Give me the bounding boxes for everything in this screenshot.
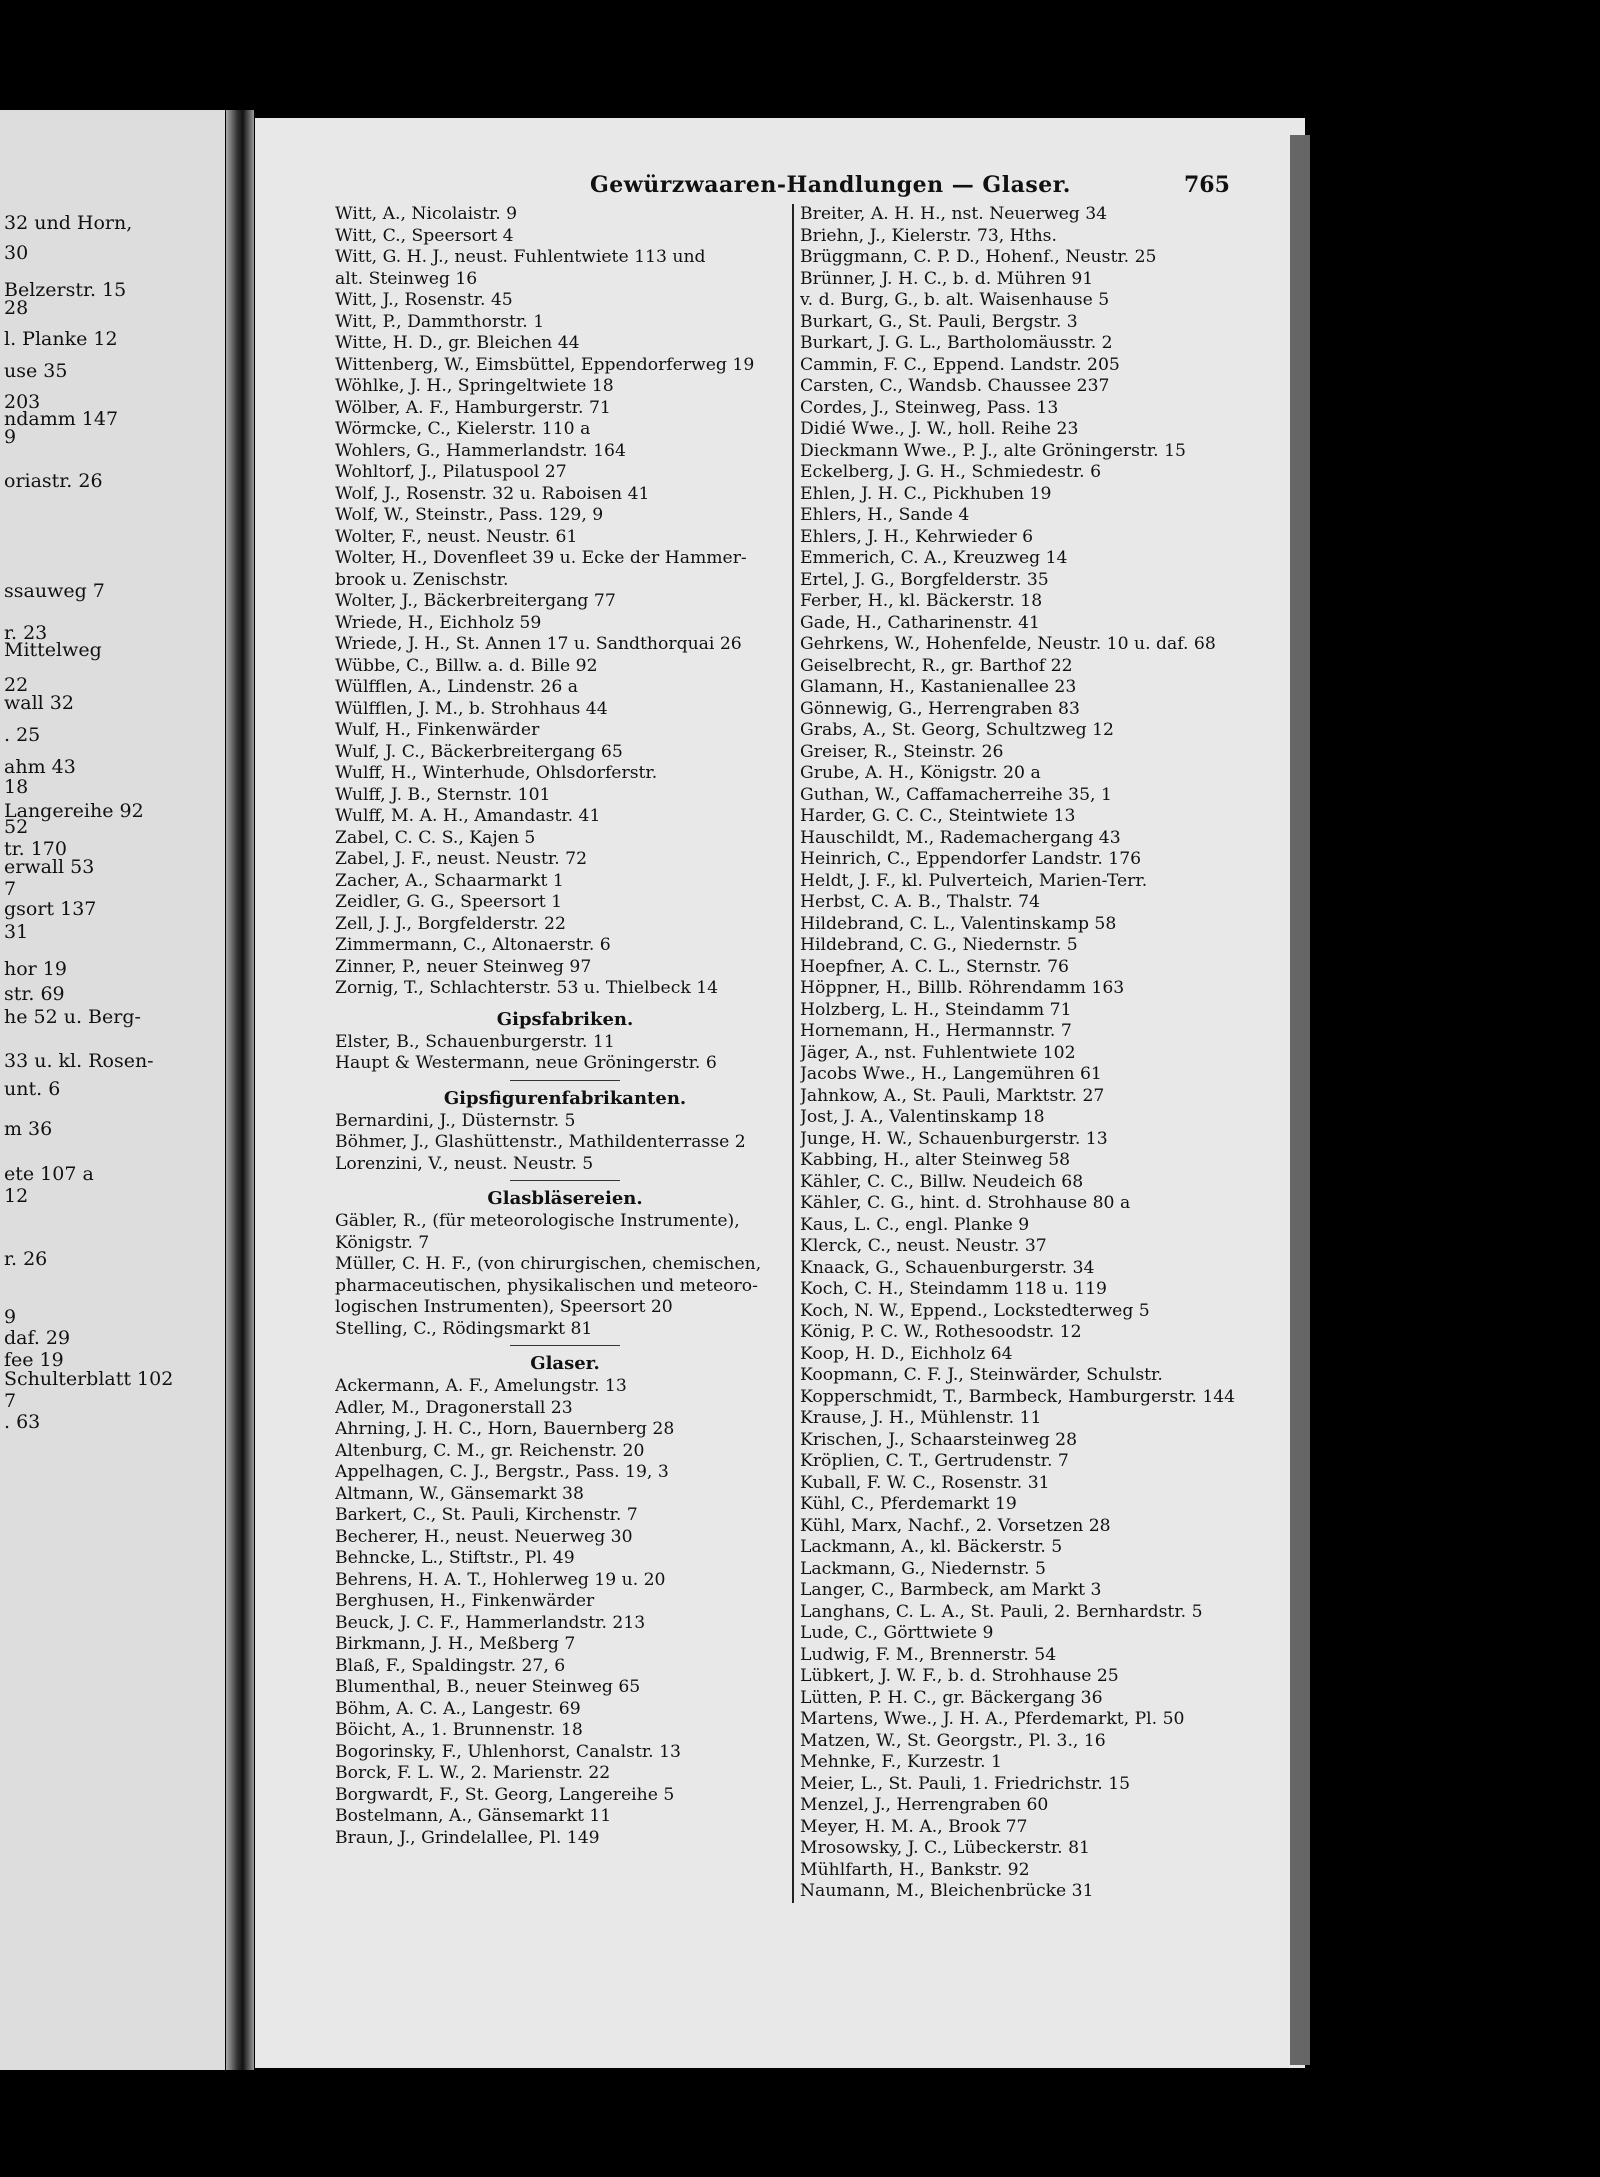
- left-page-fragment: erwall 53: [4, 856, 95, 878]
- directory-entry: Wörmcke, C., Kielerstr. 110 a: [335, 419, 591, 439]
- left-page-fragment: oriastr. 26: [4, 470, 103, 492]
- left-page-fragment: 9: [4, 1306, 17, 1328]
- directory-entry: Lackmann, A., kl. Bäckerstr. 5: [800, 1537, 1063, 1557]
- left-page-fragment: 9: [4, 426, 17, 448]
- left-page-fragment: r. 26: [4, 1248, 48, 1270]
- column-left: [335, 204, 795, 1849]
- directory-entry: Junge, H. W., Schauenburgerstr. 13: [800, 1128, 1108, 1149]
- directory-entry: Wohlers, G., Hammerlandstr. 164: [335, 440, 626, 461]
- directory-entry: Lorenzini, V., neust. Neustr. 5: [335, 1153, 594, 1174]
- left-page-fragment: 30: [4, 242, 29, 264]
- directory-entry: Briehn, J., Kielerstr. 73, Hths.: [800, 225, 1057, 246]
- directory-entry: Wulff, M. A. H., Amandastr. 41: [335, 806, 601, 826]
- directory-entry: Stelling, C., Rödingsmarkt 81: [335, 1318, 593, 1339]
- directory-entry: Krischen, J., Schaarsteinweg 28: [800, 1429, 1078, 1450]
- left-page-fragment: Mittelweg: [4, 639, 102, 661]
- directory-entry: Böhm, A. C. A., Langestr. 69: [335, 1698, 581, 1719]
- directory-entry: Hildebrand, C. L., Valentinskamp 58: [800, 913, 1117, 934]
- directory-entry: Wolf, J., Rosenstr. 32 u. Raboisen 41: [335, 483, 650, 504]
- directory-entry: Hoepfner, A. C. L., Sternstr. 76: [800, 956, 1069, 977]
- directory-entry: Altmann, W., Gänsemarkt 38: [335, 1483, 584, 1504]
- directory-entry: Mrosowsky, J. C., Lübeckerstr. 81: [800, 1838, 1090, 1858]
- left-page-fragment: use 35: [4, 360, 68, 382]
- directory-entry: Gehrkens, W., Hohenfelde, Neustr. 10 u. daf. 68: [800, 634, 1216, 654]
- directory-entry: Knaack, G., Schauenburgerstr. 34: [800, 1257, 1095, 1278]
- book-gutter: [226, 110, 254, 2070]
- directory-entry: Glamann, H., Kastanienallee 23: [800, 677, 1077, 697]
- section-rule: [335, 1340, 795, 1352]
- directory-entry: Hauschildt, M., Rademachergang 43: [800, 827, 1121, 848]
- directory-entry: Blumenthal, B., neuer Steinweg 65: [335, 1677, 641, 1697]
- left-page-fragment: he 52 u. Berg-: [4, 1006, 141, 1028]
- directory-entry: Hildebrand, C. G., Niedernstr. 5: [800, 935, 1078, 955]
- directory-entry: Lütten, P. H. C., gr. Bäckergang 36: [800, 1687, 1103, 1708]
- directory-entry: Naumann, M., Bleichenbrücke 31: [800, 1881, 1094, 1901]
- directory-entry: Lübkert, J. W. F., b. d. Strohhause 25: [800, 1666, 1119, 1686]
- left-page-fragment: 31: [4, 921, 29, 943]
- directory-entry: Wolter, H., Dovenfleet 39 u. Ecke der Hammer-: [335, 548, 747, 568]
- directory-entry: brook u. Zenischstr.: [335, 569, 509, 590]
- directory-entry: Ackermann, A. F., Amelungstr. 13: [335, 1376, 627, 1396]
- directory-entry: Zell, J. J., Borgfelderstr. 22: [335, 913, 566, 934]
- directory-entry: Wolf, W., Steinstr., Pass. 129, 9: [335, 505, 604, 525]
- directory-entry: Herbst, C. A. B., Thalstr. 74: [800, 892, 1040, 912]
- directory-entry: Wöhlke, J. H., Springeltwiete 18: [335, 376, 614, 396]
- directory-entry: Berghusen, H., Finkenwärder: [335, 1591, 595, 1611]
- directory-entry: Koch, N. W., Eppend., Lockstedterweg 5: [800, 1300, 1150, 1321]
- left-page-fragment: 7: [4, 1390, 17, 1412]
- directory-entry: Ehlers, J. H., Kehrwieder 6: [800, 526, 1034, 547]
- left-page-fragment: gsort 137: [4, 898, 97, 920]
- directory-entry: Wülfflen, A., Lindenstr. 26 a: [335, 677, 578, 697]
- directory-entry: Jahnkow, A., St. Pauli, Marktstr. 27: [800, 1085, 1105, 1106]
- directory-entry: Zabel, C. C. S., Kajen 5: [335, 827, 536, 848]
- directory-entry: logischen Instrumenten), Speersort 20: [335, 1297, 673, 1317]
- directory-entry: Harder, G. C. C., Steintwiete 13: [800, 806, 1076, 826]
- directory-entry: Witt, G. H. J., neust. Fuhlentwiete 113 und: [335, 247, 706, 267]
- left-page-fragment: Belzerstr. 15: [4, 279, 127, 301]
- left-page-fragment: 203: [4, 391, 41, 413]
- directory-entry: Adler, M., Dragonerstall 23: [335, 1397, 573, 1418]
- directory-entry: Matzen, W., St. Georgstr., Pl. 3., 16: [800, 1730, 1106, 1751]
- directory-entry: Wolter, F., neust. Neustr. 61: [335, 526, 578, 547]
- directory-entry: Koop, H. D., Eichholz 64: [800, 1343, 1013, 1364]
- directory-entry: Jacobs Wwe., H., Langemühren 61: [800, 1064, 1102, 1084]
- directory-entry: Borck, F. L. W., 2. Marienstr. 22: [335, 1763, 611, 1783]
- directory-entry: Altenburg, C. M., gr. Reichenstr. 20: [335, 1440, 645, 1461]
- directory-entry: König, P. C. W., Rothesoodstr. 12: [800, 1322, 1082, 1342]
- directory-entry: Heinrich, C., Eppendorfer Landstr. 176: [800, 849, 1142, 869]
- directory-entry: Brüggmann, C. P. D., Hohenf., Neustr. 25: [800, 247, 1157, 267]
- directory-entry: Koopmann, C. F. J., Steinwärder, Schulstr.: [800, 1365, 1163, 1385]
- directory-entry: Kröplien, C. T., Gertrudenstr. 7: [800, 1451, 1069, 1471]
- directory-entry: Cordes, J., Steinweg, Pass. 13: [800, 397, 1059, 418]
- directory-entry: Klerck, C., neust. Neustr. 37: [800, 1236, 1047, 1256]
- directory-entry: Geiselbrecht, R., gr. Barthof 22: [800, 655, 1073, 676]
- running-title: Gewürzwaaren-Handlungen — Glaser.: [590, 172, 1071, 198]
- left-page-fragment: . 25: [4, 724, 41, 746]
- directory-entry: Mehnke, F., Kurzestr. 1: [800, 1752, 1002, 1772]
- directory-entry: Emmerich, C. A., Kreuzweg 14: [800, 548, 1068, 568]
- directory-entry: Meyer, H. M. A., Brook 77: [800, 1816, 1028, 1837]
- directory-entry: Didié Wwe., J. W., holl. Reihe 23: [800, 419, 1079, 439]
- directory-entry: Kähler, C. C., Billw. Neudeich 68: [800, 1171, 1084, 1192]
- directory-entry: Mühlfarth, H., Bankstr. 92: [800, 1859, 1030, 1880]
- left-page-fragment: 32 und Horn,: [4, 212, 133, 234]
- section-heading: Glasbläsereien.: [487, 1188, 643, 1209]
- directory-entry: Gönnewig, G., Herrengraben 83: [800, 698, 1080, 719]
- directory-entry: Zeidler, G. G., Speersort 1: [335, 892, 563, 912]
- left-page-fragment: tr. 170: [4, 838, 67, 860]
- directory-entry: Hornemann, H., Hermannstr. 7: [800, 1021, 1072, 1041]
- page-edge-shadow: [1290, 135, 1310, 2065]
- directory-entry: Burkart, J. G. L., Bartholomäusstr. 2: [800, 333, 1113, 353]
- directory-entry: Ehlen, J. H. C., Pickhuben 19: [800, 483, 1052, 504]
- directory-entry: Höppner, H., Billb. Röhrendamm 163: [800, 978, 1125, 998]
- directory-entry: alt. Steinweg 16: [335, 268, 478, 289]
- directory-entry: Dieckmann Wwe., P. J., alte Gröningerstr. 15: [800, 440, 1186, 461]
- directory-entry: Langer, C., Barmbeck, am Markt 3: [800, 1580, 1102, 1600]
- directory-entry: Bernardini, J., Düsternstr. 5: [335, 1110, 576, 1131]
- directory-entry: Breiter, A. H. H., nst. Neuerweg 34: [800, 204, 1108, 224]
- directory-entry: Kabbing, H., alter Steinweg 58: [800, 1150, 1071, 1170]
- directory-entry: Wriede, H., Eichholz 59: [335, 612, 542, 633]
- section-rule: [335, 1075, 795, 1087]
- directory-entry: Menzel, J., Herrengraben 60: [800, 1795, 1049, 1815]
- directory-entry: Behncke, L., Stiftstr., Pl. 49: [335, 1548, 575, 1568]
- directory-entry: Zornig, T., Schlachterstr. 53 u. Thielbeck 14: [335, 978, 719, 998]
- directory-entry: Kopperschmidt, T., Barmbeck, Hamburgerstr. 144: [800, 1386, 1236, 1407]
- directory-entry: Kühl, Marx, Nachf., 2. Vorsetzen 28: [800, 1515, 1111, 1536]
- left-page-fragment: 33 u. kl. Rosen-: [4, 1050, 154, 1072]
- directory-entry: Wölber, A. F., Hamburgerstr. 71: [335, 397, 611, 418]
- left-page-fragment: ssauweg 7: [4, 580, 105, 602]
- left-page-fragment: 12: [4, 1185, 29, 1207]
- directory-entry: v. d. Burg, G., b. alt. Waisenhause 5: [800, 290, 1110, 310]
- left-page-fragment: r. 23: [4, 622, 48, 644]
- left-page-fragment: str. 69: [4, 983, 65, 1005]
- directory-entry: Meier, L., St. Pauli, 1. Friedrichstr. 15: [800, 1773, 1131, 1794]
- directory-entry: Wulf, H., Finkenwärder: [335, 720, 540, 740]
- directory-entry: Lackmann, G., Niedernstr. 5: [800, 1558, 1046, 1579]
- directory-entry: Braun, J., Grindelallee, Pl. 149: [335, 1827, 600, 1848]
- left-page-fragment: 52: [4, 816, 29, 838]
- directory-entry: Witt, P., Dammthorstr. 1: [335, 311, 545, 332]
- directory-entry: Grube, A. H., Königstr. 20 a: [800, 763, 1041, 783]
- directory-entry: Cammin, F. C., Eppend. Landstr. 205: [800, 354, 1120, 375]
- directory-entry: Langhans, C. L. A., St. Pauli, 2. Bernhardstr. 5: [800, 1601, 1203, 1622]
- directory-entry: Heldt, J. F., kl. Pulverteich, Marien-Terr.: [800, 870, 1148, 891]
- left-page-fragment: wall 32: [4, 692, 74, 714]
- directory-entry: Ahrning, J. H. C., Horn, Bauernberg 28: [335, 1419, 675, 1439]
- directory-entry: Witt, C., Speersort 4: [335, 225, 514, 246]
- directory-entry: Wübbe, C., Billw. a. d. Bille 92: [335, 655, 598, 676]
- directory-entry: Zinner, P., neuer Steinweg 97: [335, 956, 592, 977]
- directory-entry: Eckelberg, J. G. H., Schmiedestr. 6: [800, 462, 1102, 482]
- directory-entry: Elster, B., Schauenburgerstr. 11: [335, 1031, 615, 1052]
- left-page-fragment: 22: [4, 674, 29, 696]
- directory-entry: Ferber, H., kl. Bäckerstr. 18: [800, 591, 1043, 611]
- left-page-fragment: . 63: [4, 1411, 41, 1433]
- left-page-fragment: unt. 6: [4, 1078, 61, 1100]
- left-page-fragment: Langereihe 92: [4, 800, 144, 822]
- directory-entry: Wolter, J., Bäckerbreitergang 77: [335, 591, 616, 611]
- left-page-fragment: 18: [4, 776, 29, 798]
- directory-entry: Krause, J. H., Mühlenstr. 11: [800, 1408, 1042, 1428]
- directory-entry: Barkert, C., St. Pauli, Kirchenstr. 7: [335, 1505, 638, 1525]
- left-page-fragment: daf. 29: [4, 1327, 71, 1349]
- directory-entry: Müller, C. H. F., (von chirurgischen, chemischen,: [335, 1254, 762, 1274]
- section-rule: [335, 1175, 795, 1187]
- column-right: [792, 204, 1270, 1903]
- directory-entry: Carsten, C., Wandsb. Chaussee 237: [800, 376, 1110, 396]
- directory-entry: Zabel, J. F., neust. Neustr. 72: [335, 849, 588, 869]
- directory-entry: Blaß, F., Spaldingstr. 27, 6: [335, 1655, 566, 1676]
- directory-entry: Haupt & Westermann, neue Gröningerstr. 6: [335, 1053, 717, 1073]
- left-page-fragment: ndamm 147: [4, 408, 119, 430]
- directory-entry: Greiser, R., Steinstr. 26: [800, 741, 1004, 762]
- directory-entry: pharmaceutischen, physikalischen und meteoro-: [335, 1275, 758, 1296]
- directory-entry: Kaus, L. C., engl. Planke 9: [800, 1214, 1030, 1235]
- left-page-fragment: ahm 43: [4, 756, 76, 778]
- left-page-fragment: fee 19: [4, 1349, 64, 1371]
- directory-entry: Böicht, A., 1. Brunnenstr. 18: [335, 1720, 583, 1740]
- directory-entry: Witte, H. D., gr. Bleichen 44: [335, 333, 580, 353]
- directory-entry: Witt, A., Nicolaistr. 9: [335, 204, 518, 224]
- directory-entry: Kähler, C. G., hint. d. Strohhause 80 a: [800, 1193, 1131, 1213]
- directory-entry: Wulff, J. B., Sternstr. 101: [335, 784, 551, 805]
- directory-entry: Guthan, W., Caffamacherreihe 35, 1: [800, 784, 1112, 805]
- directory-entry: Behrens, H. A. T., Hohlerweg 19 u. 20: [335, 1569, 666, 1590]
- left-page-fragment: hor 19: [4, 958, 67, 980]
- directory-entry: Holzberg, L. H., Steindamm 71: [800, 999, 1072, 1020]
- directory-entry: Zimmermann, C., Altonaerstr. 6: [335, 935, 611, 955]
- left-page-fragment: Schulterblatt 102: [4, 1368, 174, 1390]
- directory-entry: Birkmann, J. H., Meßberg 7: [335, 1634, 576, 1654]
- directory-entry: Kuball, F. W. C., Rosenstr. 31: [800, 1472, 1050, 1493]
- directory-entry: Wulff, H., Winterhude, Ohlsdorferstr.: [335, 763, 658, 783]
- directory-entry: Wülfflen, J. M., b. Strohhaus 44: [335, 698, 608, 719]
- section-heading: Gipsfigurenfabrikanten.: [443, 1087, 687, 1109]
- left-page-fragment: ete 107 a: [4, 1163, 94, 1185]
- directory-entry: Becherer, H., neust. Neuerweg 30: [335, 1526, 633, 1547]
- left-page-fragment: m 36: [4, 1118, 53, 1140]
- directory-entry: Wohltorf, J., Pilatuspool 27: [335, 462, 567, 482]
- left-page-fragment: 7: [4, 878, 17, 900]
- directory-entry: Bostelmann, A., Gänsemarkt 11: [335, 1806, 612, 1826]
- right-page: [255, 118, 1305, 2068]
- directory-entry: Grabs, A., St. Georg, Schultzweg 12: [800, 720, 1114, 740]
- directory-entry: Brünner, J. H. C., b. d. Mühren 91: [800, 268, 1094, 289]
- directory-entry: Appelhagen, C. J., Bergstr., Pass. 19, 3: [335, 1462, 669, 1482]
- directory-entry: Jost, J. A., Valentinskamp 18: [800, 1107, 1045, 1127]
- directory-entry: Gade, H., Catharinenstr. 41: [800, 612, 1040, 633]
- directory-entry: Burkart, G., St. Pauli, Bergstr. 3: [800, 311, 1078, 332]
- directory-entry: Zacher, A., Schaarmarkt 1: [335, 870, 564, 891]
- page-number: 765: [1184, 172, 1230, 198]
- directory-entry: Beuck, J. C. F., Hammerlandstr. 213: [335, 1612, 646, 1633]
- directory-entry: Lude, C., Görttwiete 9: [800, 1623, 994, 1643]
- directory-entry: Borgwardt, F., St. Georg, Langereihe 5: [335, 1784, 675, 1805]
- section-heading: Glaser.: [530, 1353, 600, 1374]
- directory-entry: Jäger, A., nst. Fuhlentwiete 102: [800, 1042, 1076, 1063]
- section-gap: [335, 1000, 795, 1008]
- directory-entry: Bogorinsky, F., Uhlenhorst, Canalstr. 13: [335, 1741, 681, 1762]
- left-page: [0, 110, 225, 2070]
- directory-entry: Koch, C. H., Steindamm 118 u. 119: [800, 1279, 1107, 1299]
- directory-entry: Ertel, J. G., Borgfelderstr. 35: [800, 569, 1049, 590]
- directory-entry: Ehlers, H., Sande 4: [800, 505, 970, 525]
- directory-entry: Gäbler, R., (für meteorologische Instrumente),: [335, 1211, 740, 1231]
- directory-entry: Kühl, C., Pferdemarkt 19: [800, 1494, 1017, 1514]
- directory-entry: Böhmer, J., Glashüttenstr., Mathildenterrasse 2: [335, 1132, 746, 1152]
- directory-entry: Witt, J., Rosenstr. 45: [335, 290, 513, 310]
- directory-entry: Wriede, J. H., St. Annen 17 u. Sandthorquai 26: [335, 634, 742, 654]
- directory-entry: Wulf, J. C., Bäckerbreitergang 65: [335, 741, 623, 762]
- directory-entry: Ludwig, F. M., Brennerstr. 54: [800, 1644, 1057, 1665]
- directory-entry: Wittenberg, W., Eimsbüttel, Eppendorferweg 19: [335, 354, 755, 375]
- directory-entry: Königstr. 7: [335, 1232, 430, 1253]
- directory-entry: Martens, Wwe., J. H. A., Pferdemarkt, Pl. 50: [800, 1709, 1185, 1729]
- section-heading: Gipsfabriken.: [496, 1008, 634, 1030]
- left-page-fragment: l. Planke 12: [4, 328, 118, 350]
- left-page-fragment: 28: [4, 297, 29, 319]
